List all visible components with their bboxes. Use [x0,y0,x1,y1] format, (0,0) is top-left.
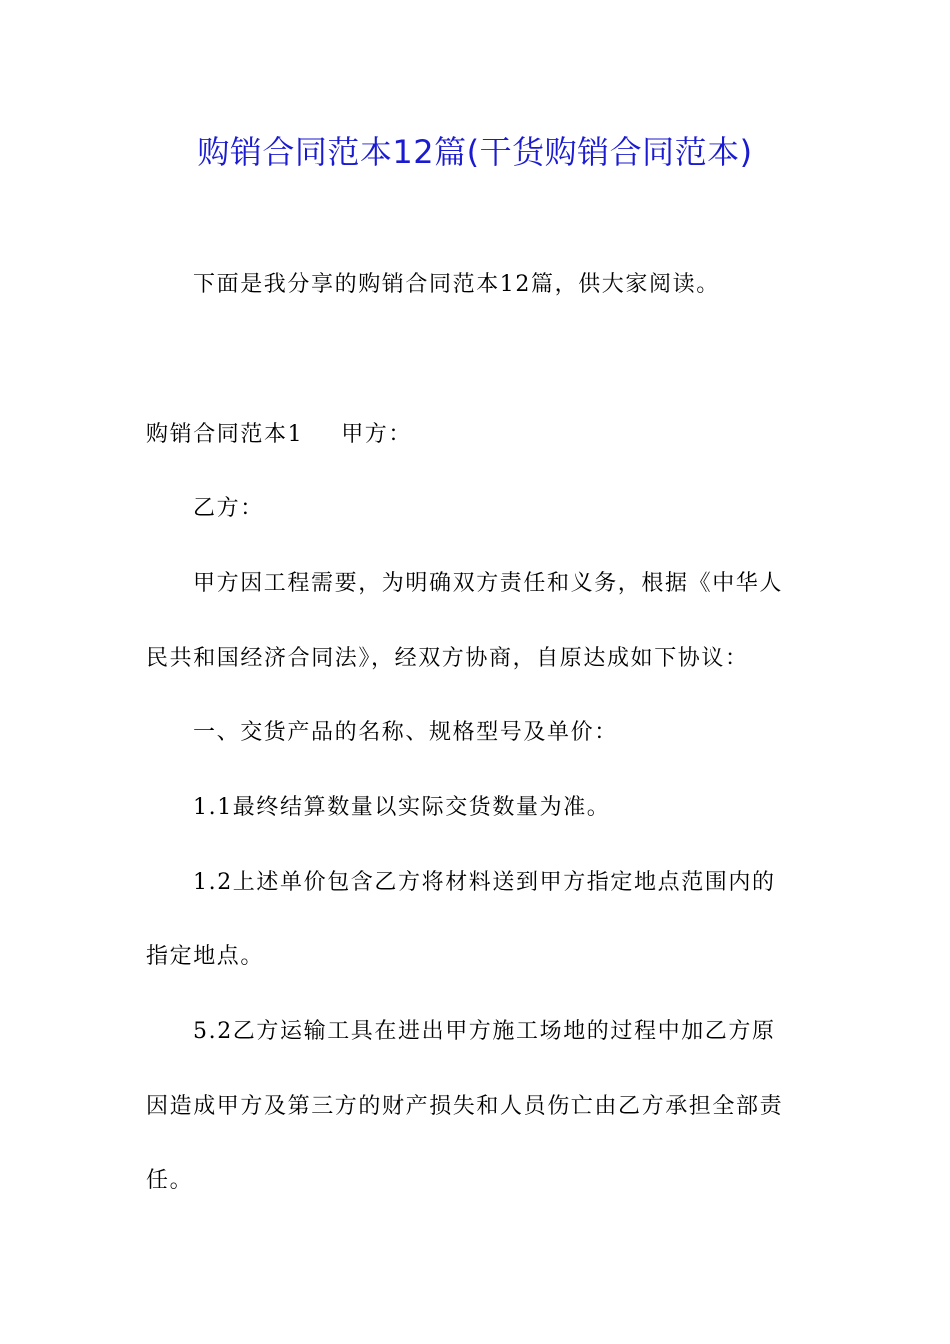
party-a-label: 甲方： [341,422,413,447]
paragraph-line: 甲方因工程需要，为明确双方责任和义务，根据《中华人 [193,571,784,596]
clause-item-continuation: 因造成甲方及第三方的财产损失和人员伤亡由乙方承担全部责 [146,1094,784,1119]
document-title: 购销合同范本12篇(干货购销合同范本) [197,133,753,171]
clause-item: 1.1最终结算数量以实际交货数量为准。 [193,795,611,820]
clause-item-continuation: 任。 [146,1168,194,1193]
paragraph-line: 民共和国经济合同法》，经双方协商，自原达成如下协议： [146,646,749,671]
section-heading-row [146,417,412,453]
clause-item: 5.2乙方运输工具在进出甲方施工场地的过程中加乙方原 [193,1019,776,1044]
party-b-label: 乙方： [193,496,264,521]
clause-heading: 一、交货产品的名称、规格型号及单价： [193,720,618,745]
clause-item-continuation: 指定地点。 [146,944,265,969]
intro-paragraph: 下面是我分享的购销合同范本12篇，供大家阅读。 [193,272,720,297]
clause-item: 1.2上述单价包含乙方将材料送到甲方指定地点范围内的 [193,870,776,895]
section-heading: 购销合同范本1 [146,422,304,447]
